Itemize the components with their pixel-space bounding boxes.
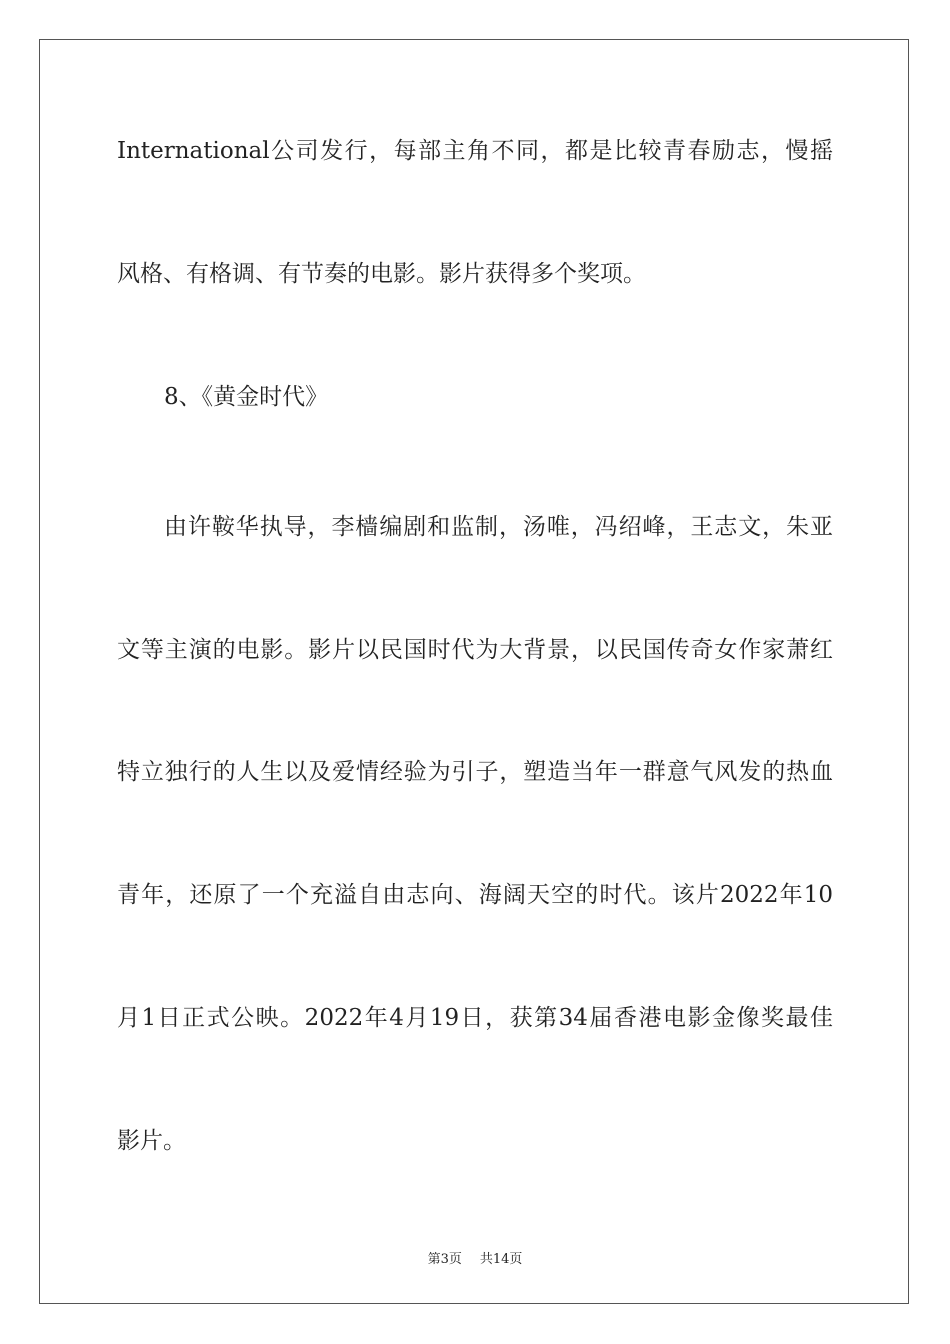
page-footer	[0, 1248, 950, 1267]
total-pages: 共14页	[479, 1252, 523, 1267]
page-number: 第3页	[427, 1252, 462, 1267]
paragraph-line-2: 风格、有格调、有节奏的电影。影片获得多个奖项。	[117, 261, 646, 287]
paragraph-line-5: 特立独行的人生以及爱情经验为引子，塑造当年一群意气风发的热血	[117, 759, 833, 785]
page-border	[39, 39, 909, 1304]
paragraph-line-4: 文等主演的电影。影片以民国时代为大背景，以民国传奇女作家萧红	[117, 637, 833, 663]
paragraph-line-6: 青年，还原了一个充溢自由志向、海阔天空的时代。该片2022年10	[117, 882, 833, 908]
paragraph-line-1: International公司发行，每部主角不同，都是比较青春励志，慢摇	[117, 138, 833, 164]
paragraph-line-8: 影片。	[117, 1128, 186, 1154]
section-heading: 8、《黄金时代》	[164, 384, 329, 410]
paragraph-line-7: 月1日正式公映。2022年4月19日，获第34届香港电影金像奖最佳	[117, 1005, 833, 1031]
paragraph-line-3: 由许鞍华执导，李樯编剧和监制，汤唯，冯绍峰，王志文，朱亚	[164, 514, 833, 540]
